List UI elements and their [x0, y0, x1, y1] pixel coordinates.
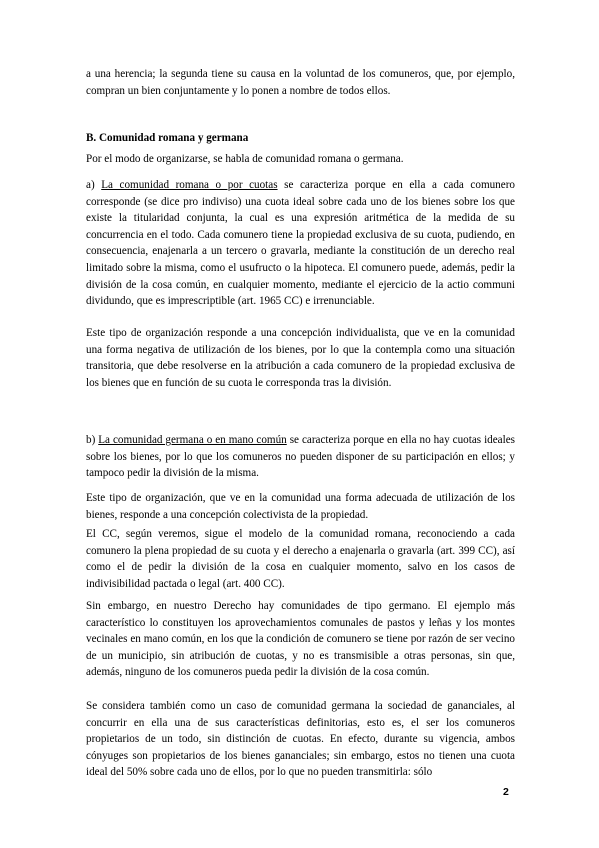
paragraph-text: Sin embargo, en nuestro Derecho hay comunidades de tipo germano. El ejemplo más característico lo constituyen los aprovechamientos comunales de pastos y leñas y los montes vecinales en mano común, en los que la condición de comunero se tiene por razón de ser vecino de un municipio, sin atribución de cuotas, y no es transmisible a otras personas, sin que, además, ninguno de los comuneros pueda pedir la división de la cosa común. [86, 600, 515, 679]
paragraph-body: se caracteriza porque en ella no hay cuotas ideales sobre los bienes, por lo que los comuneros no pueden disponer de su participación en ellos; y tampoco pedir la división de la misma. [86, 434, 515, 480]
paragraph-intro [86, 151, 515, 168]
paragraph-text: a una herencia; la segunda tiene su causa en la voluntad de los comuneros, que, por ejemplo, compran un bien conjuntamente y lo ponen a nombre de todos ellos. [86, 68, 515, 97]
paragraph-body: se caracteriza porque en ella a cada comunero corresponde (se dice pro indiviso) una cuota ideal sobre cada uno de los bienes sobre los que existe la titularidad conjunta, la cual es una expresión aritmética de la medida de su concurrencia en el todo. Cada comunero tiene la propiedad exclusiva de su cuota, pudiendo, en consecuencia, enajenarla a un tercero o gravarla, mediante la constitución de un derecho real limitado sobre la misma, como el usufructo o la hipoteca. El comunero puede, además, pedir la división de la cosa común, en cualquier momento, mediante el ejercicio de la actio communi dividundo, que es imprescriptible (art. 1965 CC) e irrenunciable. [86, 179, 515, 308]
paragraph-text: El CC, según veremos, sigue el modelo de la comunidad romana, reconociendo a cada comunero la plena propiedad de su cuota y el derecho a enajenarla o gravarla (art. 399 CC), así como el de pedir la división de la cosa en cualquier momento, salvo en los casos de indivisibilidad pactada o legal (art. 400 CC). [86, 528, 515, 590]
paragraph-continued [86, 66, 515, 99]
paragraph-text [86, 432, 515, 482]
list-marker: b) [86, 434, 99, 446]
list-marker: a) [86, 179, 102, 191]
paragraph-text: Se considera también como un caso de comunidad germana la sociedad de gananciales, al concurrir en ella una de sus características definitorias, esto es, el ser los comuneros propietarios de un todo, sin distinción de cuotas. En efecto, durante su vigencia, ambos cónyuges son propietarios de los bienes gananciales; sin embargo, estos no tienen una cuota ideal del 50% sobre cada uno de ellos, por lo que no pueden transmitirla: sólo [86, 700, 515, 779]
paragraph-text [86, 177, 515, 310]
paragraph-text: Por el modo de organizarse, se habla de comunidad romana o germana. [86, 153, 404, 165]
paragraph-tipo-germano [86, 598, 515, 681]
paragraph-text: Este tipo de organización, que ve en la comunidad una forma adecuada de utilización de los bienes, responde a una concepción colectivista de la propiedad. [86, 492, 515, 521]
paragraph-comunidad-germana [86, 432, 515, 482]
paragraph-text: Este tipo de organización responde a una concepción individualista, que ve en la comunidad una forma negativa de utilización de los bienes, por lo que la contempla como una situación transitoria, que debe resolverse en la atribución a cada comunero de la propiedad exclusiva de los bienes que en función de su cuota le corresponda tras la división. [86, 327, 515, 389]
page-number: 2 [503, 786, 509, 798]
paragraph-individualista [86, 325, 515, 391]
underlined-term: La comunidad romana o por cuotas [101, 179, 278, 191]
paragraph-cc-modelo [86, 526, 515, 592]
section-heading [86, 130, 515, 147]
paragraph-colectivista [86, 490, 515, 523]
underlined-term: La comunidad germana o en mano común [98, 434, 287, 446]
paragraph-gananciales [86, 698, 515, 781]
paragraph-comunidad-romana [86, 177, 515, 310]
section-heading-text: B. Comunidad romana y germana [86, 132, 249, 144]
